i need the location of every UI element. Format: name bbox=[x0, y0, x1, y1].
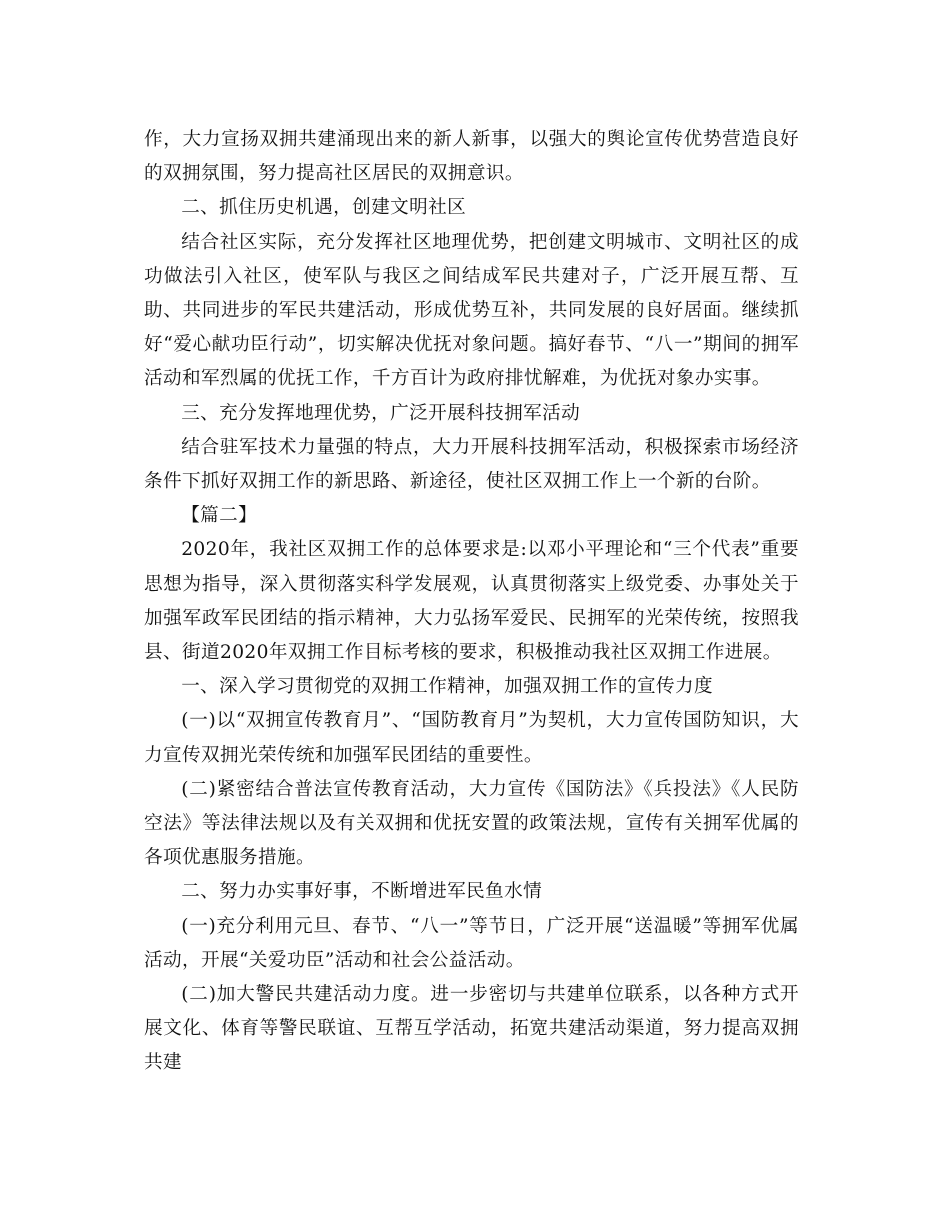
document-body bbox=[144, 123, 799, 1081]
paragraph: 2020年，我社区双拥工作的总体要求是:以邓小平理论和“三个代表”重要思想为指导，深入贯彻落实科学发展观，认真贯彻落实上级党委、办事处关于加强军政军民团结的指示精神，大力弘扬军爱民、民拥军的光荣传统，按照我县、街道2020年双拥工作目标考核的要求，积极推动我社区双拥工作进展。 bbox=[144, 539, 799, 664]
part-heading: 【篇二】 bbox=[181, 505, 258, 527]
paragraph: 结合社区实际，充分发挥社区地理优势，把创建文明城市、文明社区的成功做法引入社区，使军队与我区之间结成军民共建对子，广泛开展互帮、互助、共同进步的军民共建活动，形成优势互补，共同发展的良好居面。继续抓好“爱心献功臣行动”，切实解决优抚对象问题。搞好春节、“八一”期间的拥军活动和军烈属的优抚工作，千方百计为政府排忧解难，为优抚对象办实事。 bbox=[144, 231, 799, 390]
section-heading-3: 三、充分发挥地理优势，广泛开展科技拥军活动 bbox=[181, 402, 581, 424]
sub-item-1: (一)以“双拥宣传教育月”、“国防教育月”为契机，大力宣传国防知识，大力宣传双拥光荣传统和加强军民团结的重要性。 bbox=[144, 710, 799, 766]
section-heading-2: 二、努力办实事好事，不断增进军民鱼水情 bbox=[181, 881, 543, 903]
section-heading-1: 一、深入学习贯彻党的双拥工作精神，加强双拥工作的宣传力度 bbox=[181, 676, 714, 698]
sub-item-2: (二)紧密结合普法宣传教育活动，大力宣传《国防法》《兵投法》《人民防空法》等法律法规以及有关双拥和优抚安置的政策法规，宣传有关拥军优属的各项优惠服务措施。 bbox=[144, 778, 799, 869]
paragraph: 结合驻军技术力量强的特点，大力开展科技拥军活动，积极探索市场经济条件下抓好双拥工作的新思路、新途径，使社区双拥工作上一个新的台阶。 bbox=[144, 436, 799, 493]
section-heading-2: 二、抓住历史机遇，创建文明社区 bbox=[181, 197, 467, 219]
sub-item-2: (二)加大警民共建活动力度。进一步密切与共建单位联系，以各种方式开展文化、体育等警民联谊、互帮互学活动，拓宽共建活动渠道，努力提高双拥共建 bbox=[144, 984, 799, 1074]
paragraph-continuation: 作，大力宣扬双拥共建涌现出来的新人新事，以强大的舆论宣传优势营造良好的双拥氛围，努力提高社区居民的双拥意识。 bbox=[144, 129, 799, 185]
sub-item-1: (一)充分利用元旦、春节、“八一”等节日，广泛开展“送温暖”等拥军优属活动，开展“关爱功臣”活动和社会公益活动。 bbox=[144, 915, 799, 971]
